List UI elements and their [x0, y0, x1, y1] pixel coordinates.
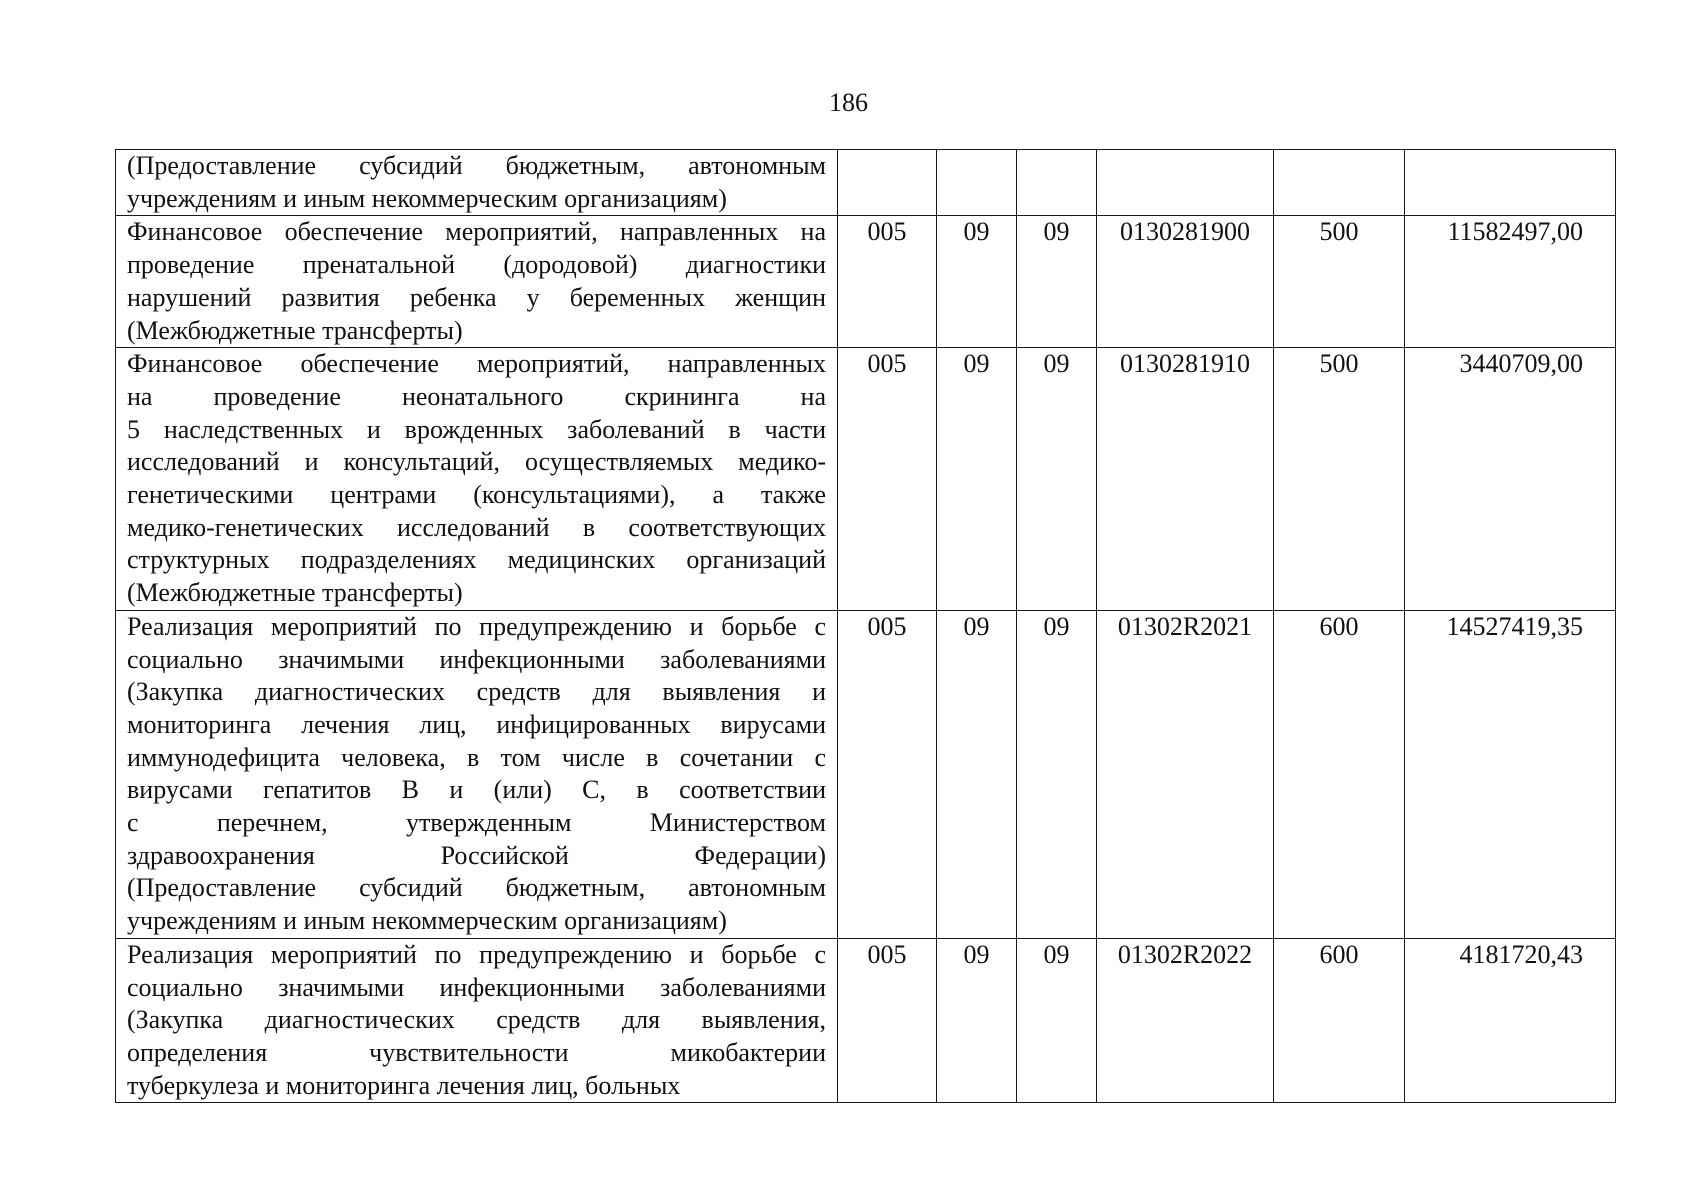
description-line: (Закупка диагностических средств для выявления,: [127, 1005, 826, 1035]
admin-code-cell: [838, 150, 937, 216]
subsection-code-cell: [1017, 150, 1097, 216]
subsection-code-cell: 09: [1017, 348, 1097, 611]
target-article-cell: 01302R2021: [1097, 610, 1274, 938]
amount-cell: [1405, 150, 1616, 216]
description-line: Финансовое обеспечение мероприятий, направленных: [127, 349, 826, 379]
description-line: (Предоставление субсидий бюджетным, автономным: [127, 873, 826, 903]
table-row: [116, 610, 1616, 938]
subsection-code-cell: 09: [1017, 216, 1097, 348]
description-line: определения чувствительности микобактерии: [127, 1037, 826, 1067]
description-line: туберкулеза и мониторинга лечения лиц, больных: [127, 1070, 681, 1100]
target-article-cell: 0130281910: [1097, 348, 1274, 611]
subsection-code-cell: 09: [1017, 938, 1097, 1103]
table-row: [116, 938, 1616, 1103]
row-description: [116, 610, 838, 938]
row-description: [116, 150, 838, 216]
subsection-code-cell: 09: [1017, 610, 1097, 938]
description-line: Реализация мероприятий по предупреждению и борьбе с: [127, 939, 826, 969]
page-number: 186: [829, 88, 868, 117]
description-line: социально значимыми инфекционными заболеваниями: [127, 644, 826, 674]
target-article-cell: 01302R2022: [1097, 938, 1274, 1103]
description-line: вирусами гепатитов B и (или) C, в соответствии: [127, 775, 826, 805]
section-code-cell: 09: [937, 610, 1017, 938]
row-description: [116, 938, 838, 1103]
description-line: Реализация мероприятий по предупреждению и борьбе с: [127, 611, 826, 641]
amount-cell: 4181720,43: [1405, 938, 1616, 1103]
description-line: Финансовое обеспечение мероприятий, направленных на: [127, 217, 826, 247]
amount-cell: 3440709,00: [1405, 348, 1616, 611]
description-line: на проведение неонатального скрининга на: [127, 381, 826, 411]
description-line: нарушений развития ребенка у беременных женщин: [127, 282, 826, 312]
section-code-cell: 09: [937, 938, 1017, 1103]
description-line: 5 наследственных и врожденных заболеваний в части: [127, 414, 826, 444]
table-body: [116, 150, 1616, 1103]
description-line: структурных подразделениях медицинских организаций: [127, 545, 826, 575]
expense-type-cell: 500: [1274, 348, 1405, 611]
expense-type-cell: 600: [1274, 938, 1405, 1103]
description-line: социально значимыми инфекционными заболеваниями: [127, 972, 826, 1002]
description-line: (Межбюджетные трансферты): [127, 578, 463, 608]
description-line: учреждениям и иным некоммерческим организациям): [127, 183, 727, 213]
description-line: с перечнем, утвержденным Министерством: [127, 808, 826, 838]
amount-cell: 14527419,35: [1405, 610, 1616, 938]
description-line: учреждениям и иным некоммерческим организациям): [127, 906, 727, 936]
description-line: проведение пренатальной (дородовой) диагностики: [127, 250, 826, 280]
target-article-cell: [1097, 150, 1274, 216]
section-code-cell: 09: [937, 348, 1017, 611]
admin-code-cell: 005: [838, 348, 937, 611]
description-line: (Закупка диагностических средств для выявления и: [127, 677, 826, 707]
table-row: [116, 216, 1616, 348]
description-line: генетическими центрами (консультациями), а также: [127, 480, 826, 510]
description-line: (Предоставление субсидий бюджетным, автономным: [127, 151, 826, 180]
admin-code-cell: 005: [838, 610, 937, 938]
section-code-cell: [937, 150, 1017, 216]
table-row: [116, 150, 1616, 216]
table-row: [116, 348, 1616, 611]
target-article-cell: 0130281900: [1097, 216, 1274, 348]
expense-type-cell: 600: [1274, 610, 1405, 938]
section-code-cell: 09: [937, 216, 1017, 348]
description-line: (Межбюджетные трансферты): [127, 315, 463, 345]
description-line: исследований и консультаций, осуществляемых медико-: [127, 447, 826, 477]
row-description: [116, 216, 838, 348]
admin-code-cell: 005: [838, 938, 937, 1103]
description-line: мониторинга лечения лиц, инфицированных вирусами: [127, 709, 826, 739]
budget-table: [115, 149, 1616, 1103]
description-line: иммунодефицита человека, в том числе в сочетании с: [127, 742, 826, 772]
admin-code-cell: 005: [838, 216, 937, 348]
row-description: [116, 348, 838, 611]
expense-type-cell: [1274, 150, 1405, 216]
description-line: здравоохранения Российской Федерации): [127, 840, 826, 870]
expense-type-cell: 500: [1274, 216, 1405, 348]
amount-cell: 11582497,00: [1405, 216, 1616, 348]
description-line: медико-генетических исследований в соответствующих: [127, 512, 826, 542]
